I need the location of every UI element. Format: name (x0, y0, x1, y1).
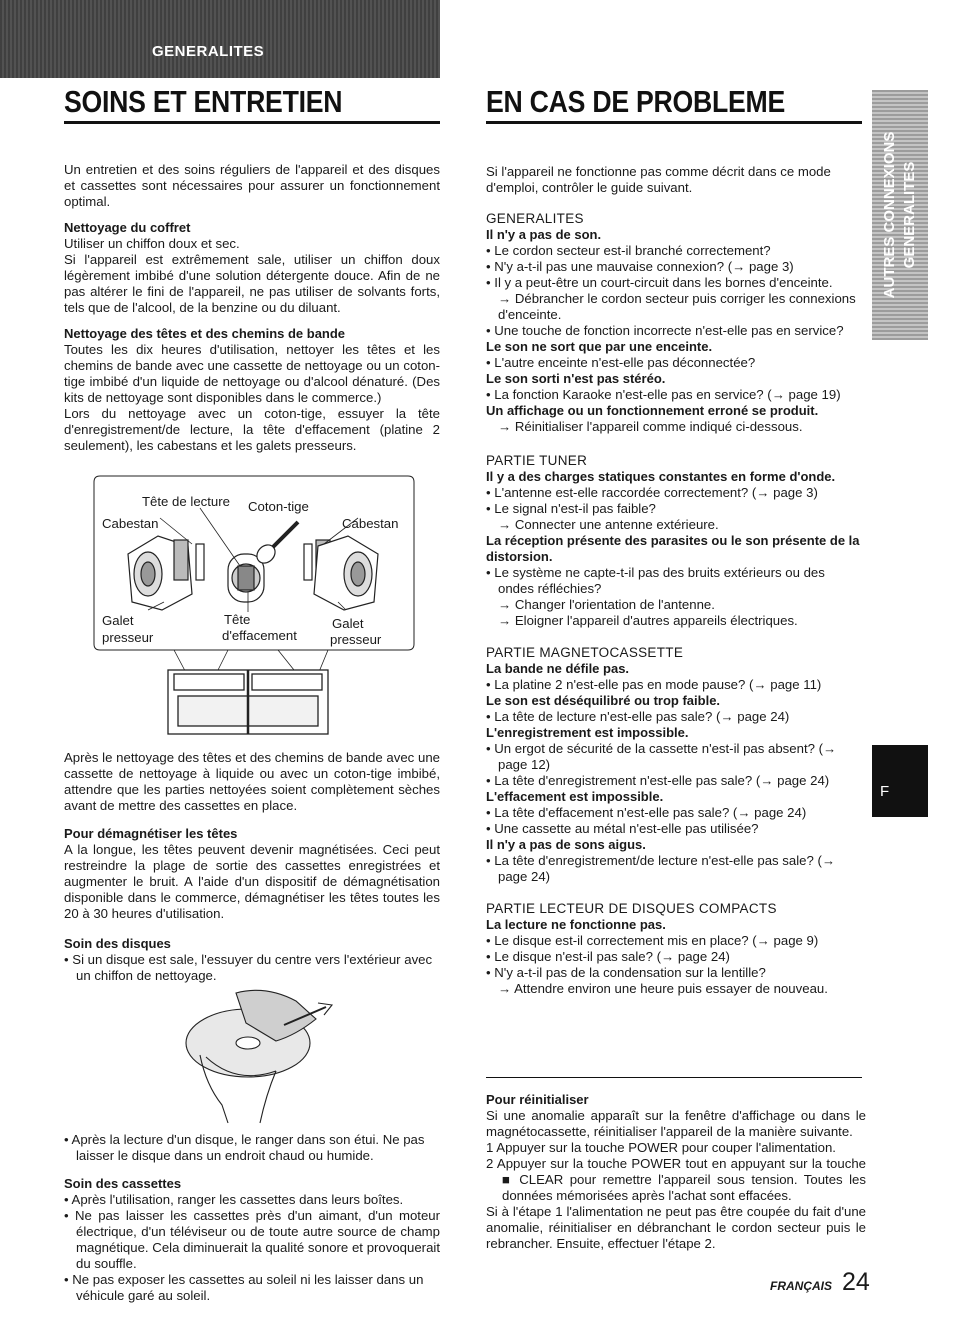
cd-q1-b2: • Le disque n'est-il pas sale? (→ page 24) (486, 949, 730, 964)
section-banner (0, 0, 440, 78)
tape-head-figure (88, 474, 418, 744)
gen-q2-b1: • L'autre enceinte n'est-elle pas déconnectée? (486, 355, 756, 370)
tape-q3-b1: • Un ergot de sécurité de la cassette n'est-il pas absent? (→ page 12) (486, 741, 837, 772)
tuner-q2-a2: → Eloigner l'appareil d'autres appareils électriques. (498, 613, 798, 628)
gen-q3: Le son sorti n'est pas stéréo. (486, 371, 666, 386)
gen-q1: Il n'y a pas de son. (486, 227, 602, 242)
label-galet-left-1: Galet (102, 613, 134, 628)
gen-q4-a1: → Réinitialiser l'appareil comme indiqué ci-dessous. (498, 419, 803, 434)
reset-heading: Pour réinitialiser (486, 1092, 589, 1107)
right-column (486, 164, 862, 997)
tape-q2-b1: • La tête de lecture n'est-elle pas sale? (→ page 24) (486, 709, 790, 724)
tape-q3: L'enregistrement est impossible. (486, 725, 689, 740)
gen-q1-b3: • Il y a peut-être un court-circuit dans les bornes d'enceinte. (486, 275, 833, 290)
label-galet-left-2: presseur (102, 630, 154, 645)
reset-p2: Si à l'étape 1 l'alimentation ne peut pas être coupée du fait d'une anomalie, réinitialiser en débranchant le cordon secteur puis le rebrancher. Ensuite, effectuer l'étape 2. (486, 1204, 866, 1251)
cabinet-heading: Nettoyage du coffret (64, 220, 191, 235)
tuner-q1-b2: • Le signal n'est-il pas faible? (486, 501, 656, 516)
heads-p1: Toutes les dix heures d'utilisation, nettoyer les têtes et les chemins de bande avec une cassette de nettoyage ou un coton-tige imbibé d'un liquide de nettoyage ou d'alcool dénaturé. (Des kits de nettoyage sont disponibles dans le commerce.) (64, 342, 440, 405)
after-clean-text: Après le nettoyage des têtes et des chemins de bande avec une cassette de nettoyage à liquide ou avec un coton-tige imbibé, attendre que les parties nettoyées soient complètement sèches avant de mettre des cassettes en place. (64, 750, 440, 813)
cassettes-bullet-3: • Ne pas exposer les cassettes au soleil ni les laisser dans un véhicule garé au soleil. (64, 1272, 424, 1303)
side-tab-line-2: GENERALITES (901, 161, 918, 269)
tape-q2: Le son est déséquilibré ou trop faible. (486, 693, 721, 708)
tape-q1-b1: • La platine 2 n'est-elle pas en mode pause? (→ page 11) (486, 677, 822, 692)
tape-q4: L'effacement est impossible. (486, 789, 664, 804)
tuner-q2-a1: → Changer l'orientation de l'antenne. (498, 597, 715, 612)
disc-cleaning-figure (176, 985, 346, 1125)
tuner-q2-b1: • Le système ne capte-t-il pas des bruits extérieurs ou des ondes réfléchies? (486, 565, 825, 596)
reset-step-2: 2 Appuyer sur la touche POWER tout en appuyant sur la touche ■ CLEAR pour remettre l'appareil sous tension. Toutes les données mémorisées après l'achat sont effacées. (486, 1156, 866, 1203)
tuner-q1-b1: • L'antenne est-elle raccordée correctement? (→ page 3) (486, 485, 818, 500)
cd-q1-b3: • N'y a-t-il pas de la condensation sur la lentille? (486, 965, 766, 980)
section-banner-label: GENERALITES (152, 43, 265, 60)
label-tete-2: d'effacement (222, 628, 297, 643)
footer-language: FRANÇAIS (770, 1279, 832, 1293)
language-tab-letter: F (880, 783, 890, 800)
label-cabestan-right: Cabestan (342, 516, 399, 531)
discs-bullet-2: • Après la lecture d'un disque, le ranger dans son étui. Ne pas laisser le disque dans un endroit chaud ou humide. (64, 1132, 425, 1163)
sec-tuner: PARTIE TUNER (486, 453, 588, 468)
tape-q1: La bande ne défile pas. (486, 661, 630, 676)
label-galet-right-1: Galet (332, 616, 364, 631)
cd-q1-b1: • Le disque est-il correctement mis en place? (→ page 9) (486, 933, 819, 948)
tape-q5: Il n'y a pas de sons aigus. (486, 837, 646, 852)
chapter-side-tab (872, 90, 928, 340)
language-tab (872, 745, 928, 817)
disc-cleaning-illustration (176, 985, 346, 1125)
side-tab-line-1: AUTRES CONNEXIONS (881, 131, 898, 299)
left-intro: Un entretien et des soins réguliers de l'appareil et des disques et cassettes sont nécessaires pour assurer un fonctionnement optimal. (64, 162, 440, 209)
left-title-rule (64, 121, 440, 124)
left-title: SOINS ET ENTRETIEN (64, 84, 343, 119)
tuner-q1-a2: → Connecter une antenne extérieure. (498, 517, 719, 532)
right-title: EN CAS DE PROBLEME (486, 84, 786, 119)
gen-q1-b4: • Une touche de fonction incorrecte n'est-elle pas en service? (486, 323, 844, 338)
tape-q4-b2: • Une cassette au métal n'est-elle pas utilisée? (486, 821, 759, 836)
reset-box (486, 1092, 866, 1252)
reset-step-1: 1 Appuyer sur la touche POWER pour couper l'alimentation. (486, 1140, 836, 1155)
gen-q2: Le son ne sort que par une enceinte. (486, 339, 713, 354)
chapter-side-tab-label (872, 90, 928, 340)
reset-p1: Si une anomalie apparaît sur la fenêtre d'affichage ou dans le magnétocassette, réinitialiser l'appareil de la manière suivante. (486, 1108, 866, 1139)
gen-q1-b1: • Le cordon secteur est-il branché correctement? (486, 243, 771, 258)
heads-p2: Lors du nettoyage avec un coton-tige, essuyer la tête d'enregistrement/de lecture, la tête d'effacement (platine 2 seulement), les cabestans et les galets presseurs. (64, 406, 440, 453)
reset-rule (486, 1077, 862, 1078)
label-tete-1: Tête (224, 612, 251, 627)
discs-bullet-1: • Si un disque est sale, l'essuyer du centre vers l'extérieur avec un chiffon de nettoyage. (64, 952, 433, 983)
cassettes-heading: Soin des cassettes (64, 1176, 182, 1191)
cd-q1: La lecture ne fonctionne pas. (486, 917, 666, 932)
cabinet-p2: Si l'appareil est extrêmement sale, utiliser un chiffon doux légèrement imbibé d'une solution détergente douce. Afin de ne pas altérer le fini de l'appareil, ne pas utiliser de solvants forts, tels que de l'alcool, de la benzine ou du diluant. (64, 252, 440, 315)
label-coton-tige: Coton-tige (248, 499, 309, 514)
tuner-q2: La réception présente des parasites ou le son présente de la distorsion. (486, 533, 860, 564)
tape-q4-b1: • La tête d'effacement n'est-elle pas sale? (→ page 24) (486, 805, 807, 820)
tape-q5-b1: • La tête d'enregistrement/de lecture n'est-elle pas sale? (→ page 24) (486, 853, 836, 884)
cd-q1-a3: → Attendre environ une heure puis essayer de nouveau. (498, 981, 828, 996)
label-tete-lecture: Tête de lecture (142, 494, 230, 509)
heads-heading: Nettoyage des têtes et des chemins de bande (64, 326, 346, 341)
cassettes-bullet-1: • Après l'utilisation, ranger les cassettes dans leurs boîtes. (64, 1192, 404, 1207)
right-title-rule (486, 121, 862, 124)
gen-q1-b2: • N'y a-t-il pas une mauvaise connexion? (→ page 3) (486, 259, 794, 274)
label-galet-right-2: presseur (330, 632, 382, 647)
gen-q4: Un affichage ou un fonctionnement erroné se produit. (486, 403, 819, 418)
gen-q1-a3: → Débrancher le cordon secteur puis corriger les connexions d'enceinte. (498, 291, 856, 322)
sec-cd: PARTIE LECTEUR DE DISQUES COMPACTS (486, 901, 777, 916)
right-intro: Si l'appareil ne fonctionne pas comme décrit dans ce mode d'emploi, contrôler le guide suivant. (486, 164, 831, 195)
tape-q3-b2: • La tête d'enregistrement n'est-elle pas sale? (→ page 24) (486, 773, 830, 788)
sec-tape: PARTIE MAGNETOCASSETTE (486, 645, 684, 660)
left-column-top (64, 162, 440, 454)
left-column-bottom (64, 1132, 440, 1304)
cassettes-bullet-2: • Ne pas laisser les cassettes près d'un aimant, d'un moteur électrique, d'un téléviseur ou de toute autre source de champ magnétique. Cela diminuerait la qualité sonore et provoquerait du souffle. (64, 1208, 440, 1271)
label-cabestan-left: Cabestan (102, 516, 159, 531)
demag-heading: Pour démagnétiser les têtes (64, 826, 238, 841)
discs-heading: Soin des disques (64, 936, 171, 951)
left-column-mid (64, 750, 440, 984)
tuner-q1: Il y a des charges statiques constantes en forme d'onde. (486, 469, 836, 484)
sec-generalites: GENERALITES (486, 211, 584, 226)
gen-q3-b1: • La fonction Karaoke n'est-elle pas en service? (→ page 19) (486, 387, 841, 402)
page-number: 24 (842, 1268, 870, 1296)
demag-p1: A la longue, les têtes peuvent devenir magnétisées. Ceci peut restreindre la plage de sortie des cassettes enregistrées et augmenter le bruit. A l'aide d'un dispositif de démagnétisation disponible dans le commerce, démagnétiser les têtes toutes les 20 à 30 heures d'utilisation. (64, 842, 440, 921)
cabinet-p1: Utiliser un chiffon doux et sec. (64, 236, 240, 251)
